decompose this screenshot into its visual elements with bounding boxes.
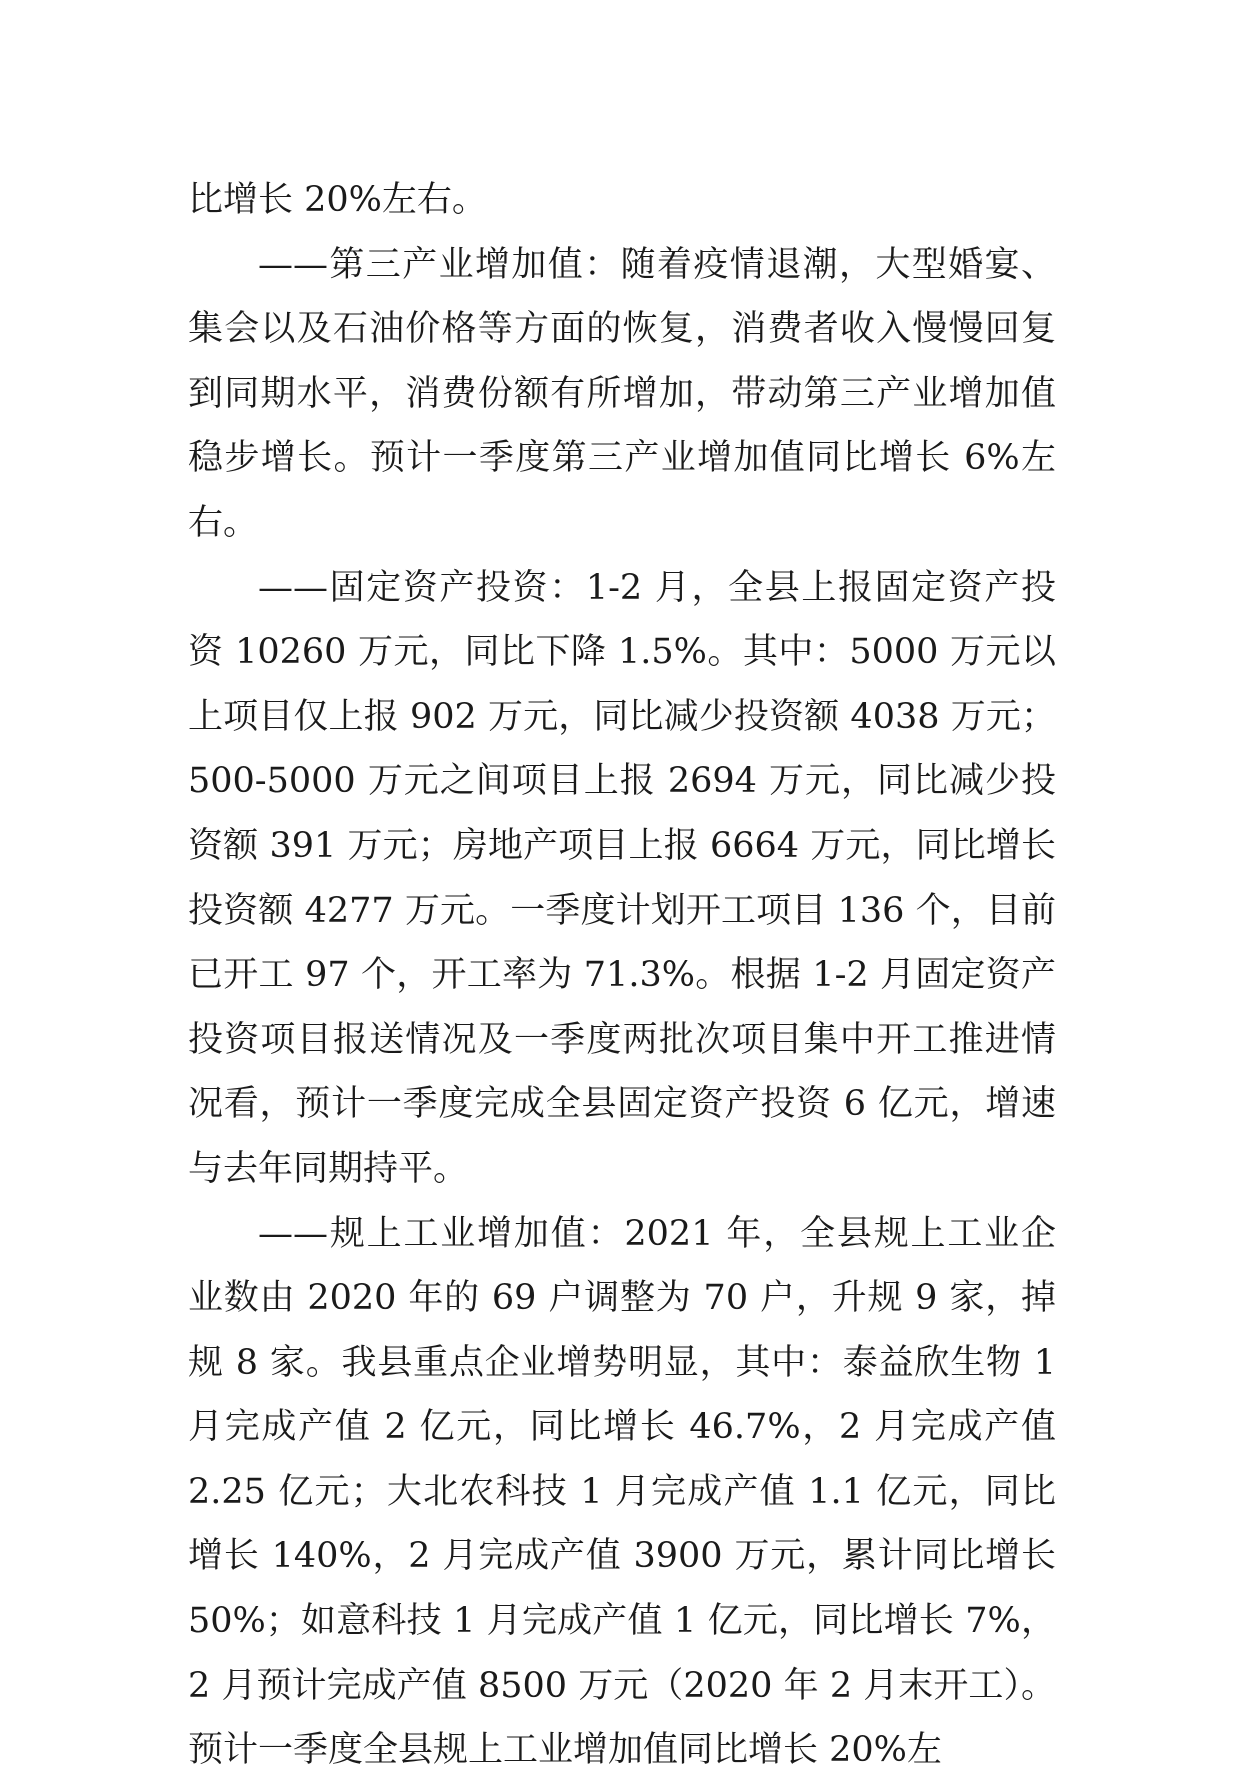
paragraph-continuation: 比增长 20%左右。	[188, 180, 487, 220]
paragraph-fixed-asset-investment: ——固定资产投资：1-2 月，全县上报固定资产投资 10260 万元，同比下降 1.5%。其中：5000 万元以上项目仅上报 902 万元，同比减少投资额 4038 万元；500-5000 万元之间项目上报 2694 万元，同比减少投资额 391 万元；房地产项目上报 6664 万元，同比增长投资额 4277 万元。一季度计划开工项目 136 个，目前已开工 97 个，开工率为 71.3%。根据 1-2 月固定资产投资项目报送情况及一季度两批次项目集中开工推进情况看，预计一季度完成全县固定资产投资 6 亿元，增速与去年同期持平。	[188, 567, 1056, 1189]
paragraph-tertiary-industry: ——第三产业增加值：随着疫情退潮，大型婚宴、集会以及石油价格等方面的恢复，消费者收入慢慢回复到同期水平，消费份额有所增加，带动第三产业增加值稳步增长。预计一季度第三产业增加值同比增长 6%左右。	[188, 244, 1056, 543]
paragraph-industrial-value-added: ——规上工业增加值：2021 年，全县规上工业企业数由 2020 年的 69 户调整为 70 户，升规 9 家，掉规 8 家。我县重点企业增势明显，其中：泰益欣生物 1 月完成产值 2 亿元，同比增长 46.7%，2 月完成产值 2.25 亿元；大北农科技 1 月完成产值 1.1 亿元，同比增长 140%，2 月完成产值 3900 万元，累计同比增长 50%；如意科技 1 月完成产值 1 亿元，同比增长 7%，2 月预计完成产值 8500 万元（2020 年 2 月末开工）。预计一季度全县规上工业增加值同比增长 20%左	[188, 1213, 1056, 1771]
body-text	[188, 168, 1056, 1783]
